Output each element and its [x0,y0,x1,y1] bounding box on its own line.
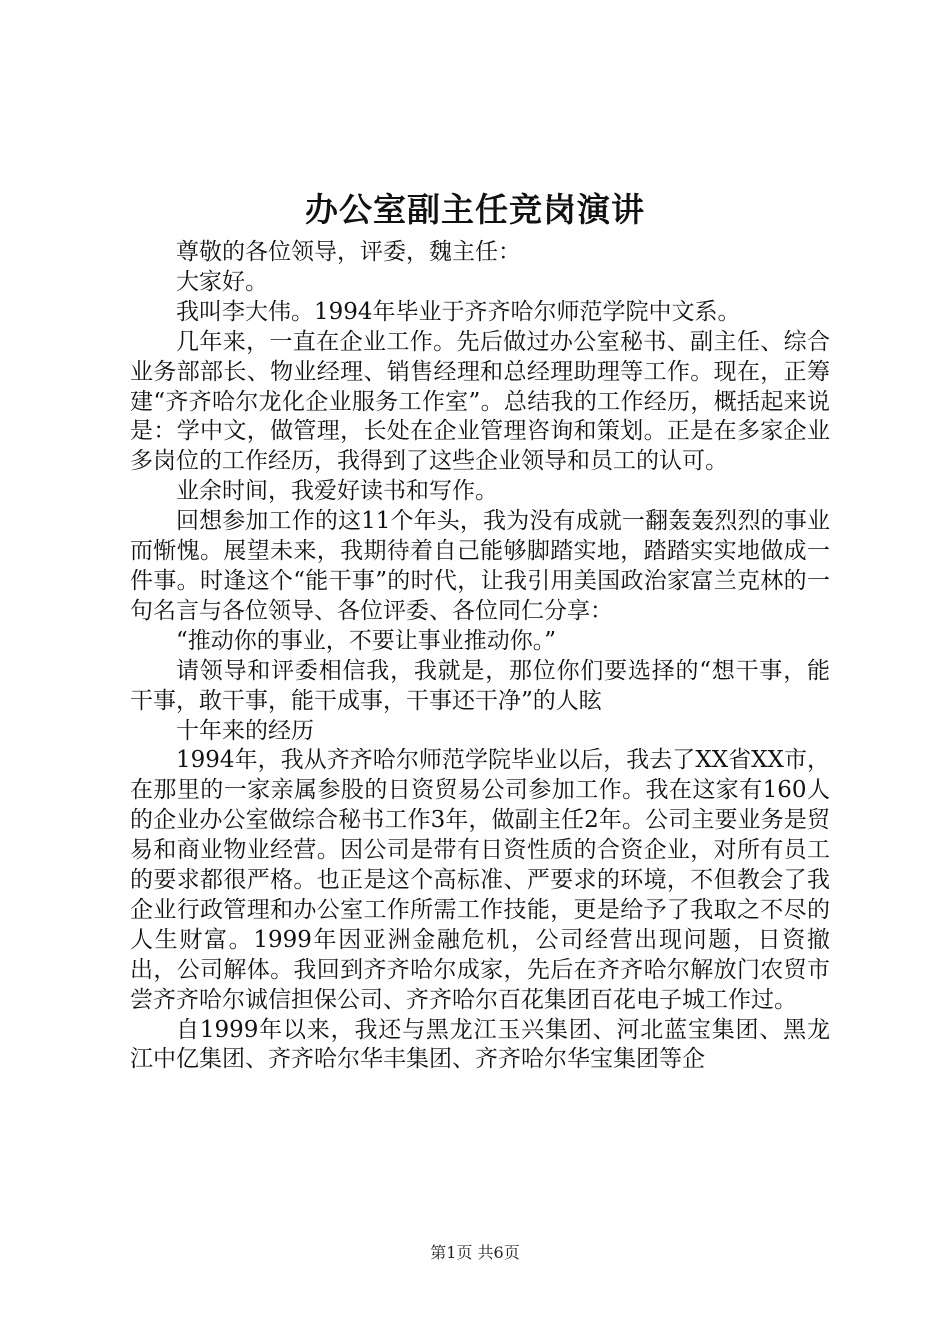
paragraph-introduction: 我叫李大伟。1994年毕业于齐齐哈尔师范学院中文系。 [176,298,741,325]
paragraph-reflection: 回想参加工作的这11个年头，我为没有成就一翻轰轰烈烈的事业而惭愧。展望未来，我期待着自己能够脚踏实地，踏踏实实地做成一件事。时逢这个“能干事”的时代，让我引用美国政治家富兰克林的一句名言与各位领导、各位评委、各位同仁分享： [130,508,830,624]
section-heading-experience: 十年来的经历 [176,717,314,744]
paragraph-work-summary: 几年来，一直在企业工作。先后做过办公室秘书、副主任、综合业务部部长、物业经理、销售经理和总经理助理等工作。现在，正筹建“齐齐哈尔龙化企业服务工作室”。总结我的工作经历，概括起来说是：学中文，做管理，长处在企业管理咨询和策划。正是在多家企业多岗位的工作经历，我得到了这些企业领导和员工的认可。 [130,328,830,475]
paragraph-experience-1999: 自1999年以来，我还与黑龙江玉兴集团、河北蓝宝集团、黑龙江中亿集团、齐齐哈尔华丰集团、齐齐哈尔华宝集团等企 [130,1016,830,1073]
paragraph-quote: “推动你的事业，不要让事业推动你。” [176,627,557,654]
document-title: 办公室副主任竞岗演讲 [305,190,645,229]
document-body [130,238,830,1075]
paragraph-greeting: 大家好。 [176,268,268,295]
paragraph-request: 请领导和评委相信我，我就是，那位你们要选择的“想干事，能干事，敢干事，能干成事，干事还干净”的人眩 [130,657,830,714]
paragraph-experience-1994: 1994年，我从齐齐哈尔师范学院毕业以后，我去了XX省XX市，在那里的一家亲属参股的日资贸易公司参加工作。我在这家有160人的企业办公室做综合秘书工作3年，做副主任2年。公司主要业务是贸易和商业物业经营。因公司是带有日资性质的合资企业，对所有员工的要求都很严格。也正是这个高标准、严要求的环境，不但教会了我企业行政管理和办公室工作所需工作技能，更是给予了我取之不尽的人生财富。1999年因亚洲金融危机，公司经营出现问题，日资撤出，公司解体。我回到齐齐哈尔成家，先后在齐齐哈尔解放门农贸市尝齐齐哈尔诚信担保公司、齐齐哈尔百花集团百花电子城工作过。 [130,747,830,1013]
paragraph-salutation: 尊敬的各位领导，评委，魏主任： [176,239,521,265]
paragraph-hobbies: 业余时间，我爱好读书和写作。 [176,478,498,505]
page-footer: 第1页 共6页 [430,1243,520,1262]
